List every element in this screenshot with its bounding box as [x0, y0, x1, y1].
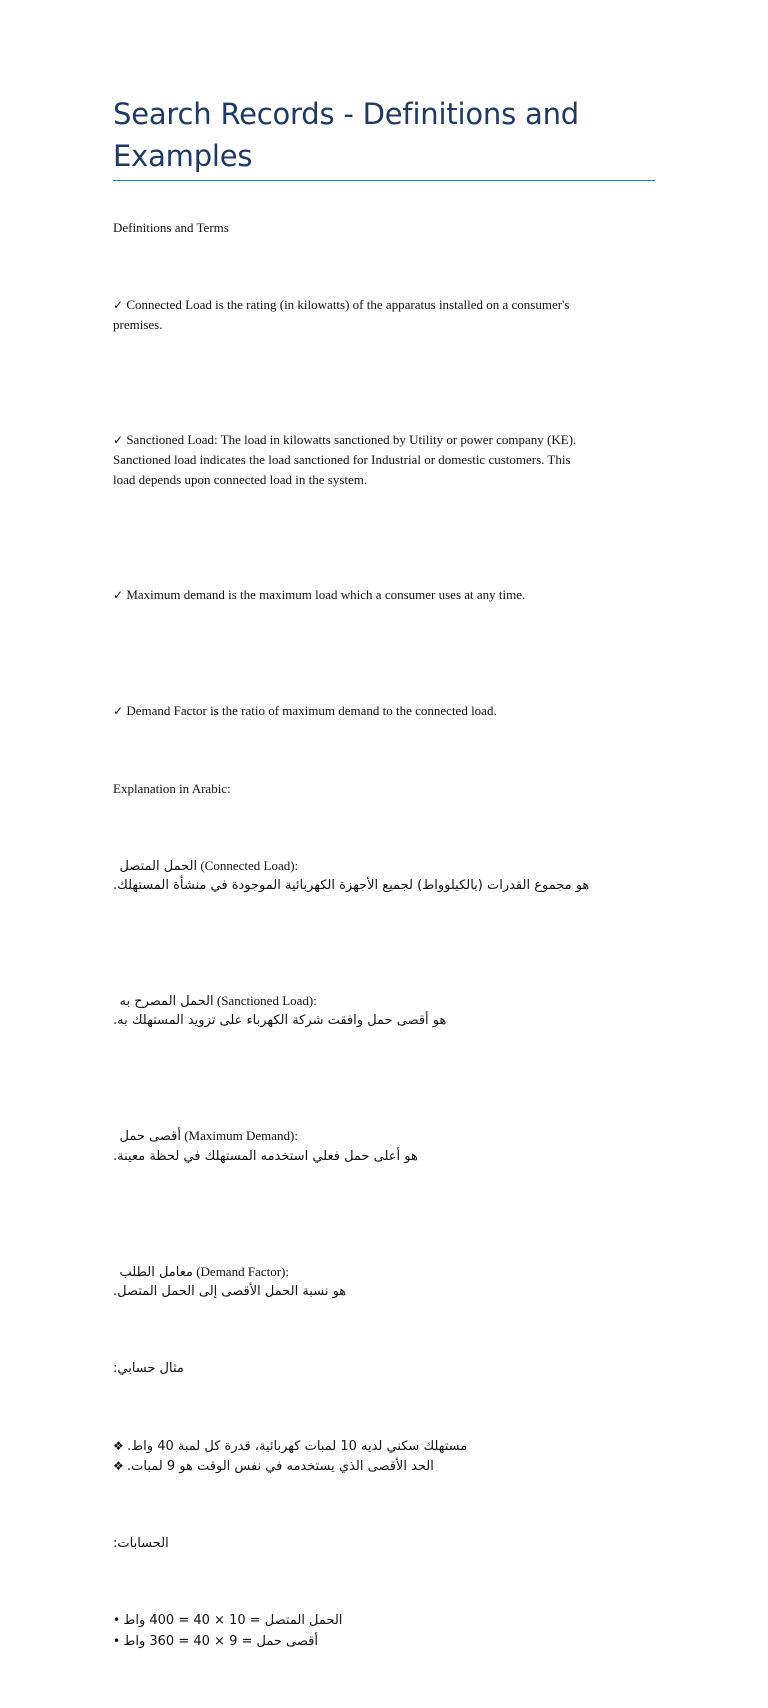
calculation-text: الحمل المتصل = 10 × 40 = 400 واط — [123, 1613, 343, 1629]
definition-line: Sanctioned load indicates the load sanctioned for Industrial or domestic customers. This — [113, 452, 571, 468]
section-heading-arabic: Explanation in Arabic: — [113, 780, 231, 796]
list-item — [113, 1610, 655, 1630]
diamond-bullet-icon: ❖ — [113, 1458, 124, 1473]
arabic-term-connected-load — [113, 817, 655, 933]
check-mark-icon: ✓ — [113, 433, 124, 448]
check-mark-icon: ✓ — [113, 587, 124, 602]
english-term-name: (Connected Load): — [200, 857, 299, 873]
document-title: Search Records - Definitions and Examples — [113, 97, 579, 173]
bullet-icon: • — [113, 1633, 121, 1648]
arabic-term-sanctioned-load — [113, 953, 655, 1069]
definition-connected-load — [113, 256, 655, 372]
definition-line: load depends upon connected load in the system. — [113, 471, 368, 487]
english-term-name: (Maximum Demand): — [184, 1128, 298, 1144]
list-item — [113, 1436, 655, 1456]
arabic-term-name: معامل الطلب — [119, 1264, 193, 1280]
document-body — [113, 218, 655, 1708]
definition-line: Sanctioned Load: The load in kilowatts sanctioned by Utility or power company (KE). — [126, 432, 577, 448]
english-term-name: (Demand Factor): — [196, 1263, 289, 1279]
title-underline — [113, 180, 655, 181]
calculation-list — [113, 1572, 655, 1689]
calculation-text: أقصى حمل = 9 × 40 = 360 واط — [123, 1633, 318, 1649]
arabic-term-name: أقصى حمل — [119, 1129, 181, 1145]
arabic-definition: هو مجموع القدرات (بالكيلوواط) لجميع الأجهزة الكهربائية الموجودة في منشأة المستهلك. — [113, 877, 590, 893]
example-text: مستهلك سكني لديه 10 لمبات كهربائية، قدرة كل لمبة 40 واط. — [127, 1438, 468, 1454]
check-mark-icon: ✓ — [113, 704, 124, 719]
bullet-icon: • — [113, 1613, 121, 1628]
definition-line: premises. — [113, 317, 163, 332]
arabic-definition: هو أعلى حمل فعلي استخدمه المستهلك في لحظة معينة. — [113, 1148, 418, 1164]
example-list — [113, 1397, 655, 1514]
definition-maximum-demand — [113, 546, 655, 643]
english-term-name: (Sanctioned Load): — [216, 993, 317, 1009]
list-item — [113, 1631, 655, 1651]
definition-sanctioned-load — [113, 392, 655, 527]
arabic-definition: هو أقصى حمل وافقت شركة الكهرباء على تزويد المستهلك به. — [113, 1013, 447, 1029]
list-item — [113, 1456, 655, 1476]
definition-demand-factor — [113, 663, 655, 760]
arabic-term-name: الحمل المتصل — [119, 858, 198, 874]
diamond-bullet-icon: ❖ — [113, 1438, 124, 1453]
arabic-definition: هو نسبة الحمل الأقصى إلى الحمل المتصل. — [113, 1284, 347, 1300]
arabic-term-maximum-demand — [113, 1088, 655, 1204]
check-mark-icon: ✓ — [113, 297, 124, 312]
definition-line: Connected Load is the rating (in kilowatts) of the apparatus installed on a consumer's — [126, 296, 570, 312]
arabic-term-demand-factor — [113, 1223, 655, 1339]
definition-line: Maximum demand is the maximum load which a consumer uses at any time. — [126, 586, 526, 602]
example-text: الحد الأقصى الذي يستخدمه في نفس الوقت هو 9 لمبات. — [127, 1458, 434, 1474]
section-heading-calculations: الحسابات: — [113, 1535, 169, 1551]
definition-line: Demand Factor is the ratio of maximum demand to the connected load. — [126, 703, 497, 719]
section-heading-example: مثال حسابي: — [113, 1360, 184, 1376]
arabic-term-name: الحمل المصرح به — [119, 994, 214, 1010]
section-heading-definitions: Definitions and Terms — [113, 220, 229, 235]
